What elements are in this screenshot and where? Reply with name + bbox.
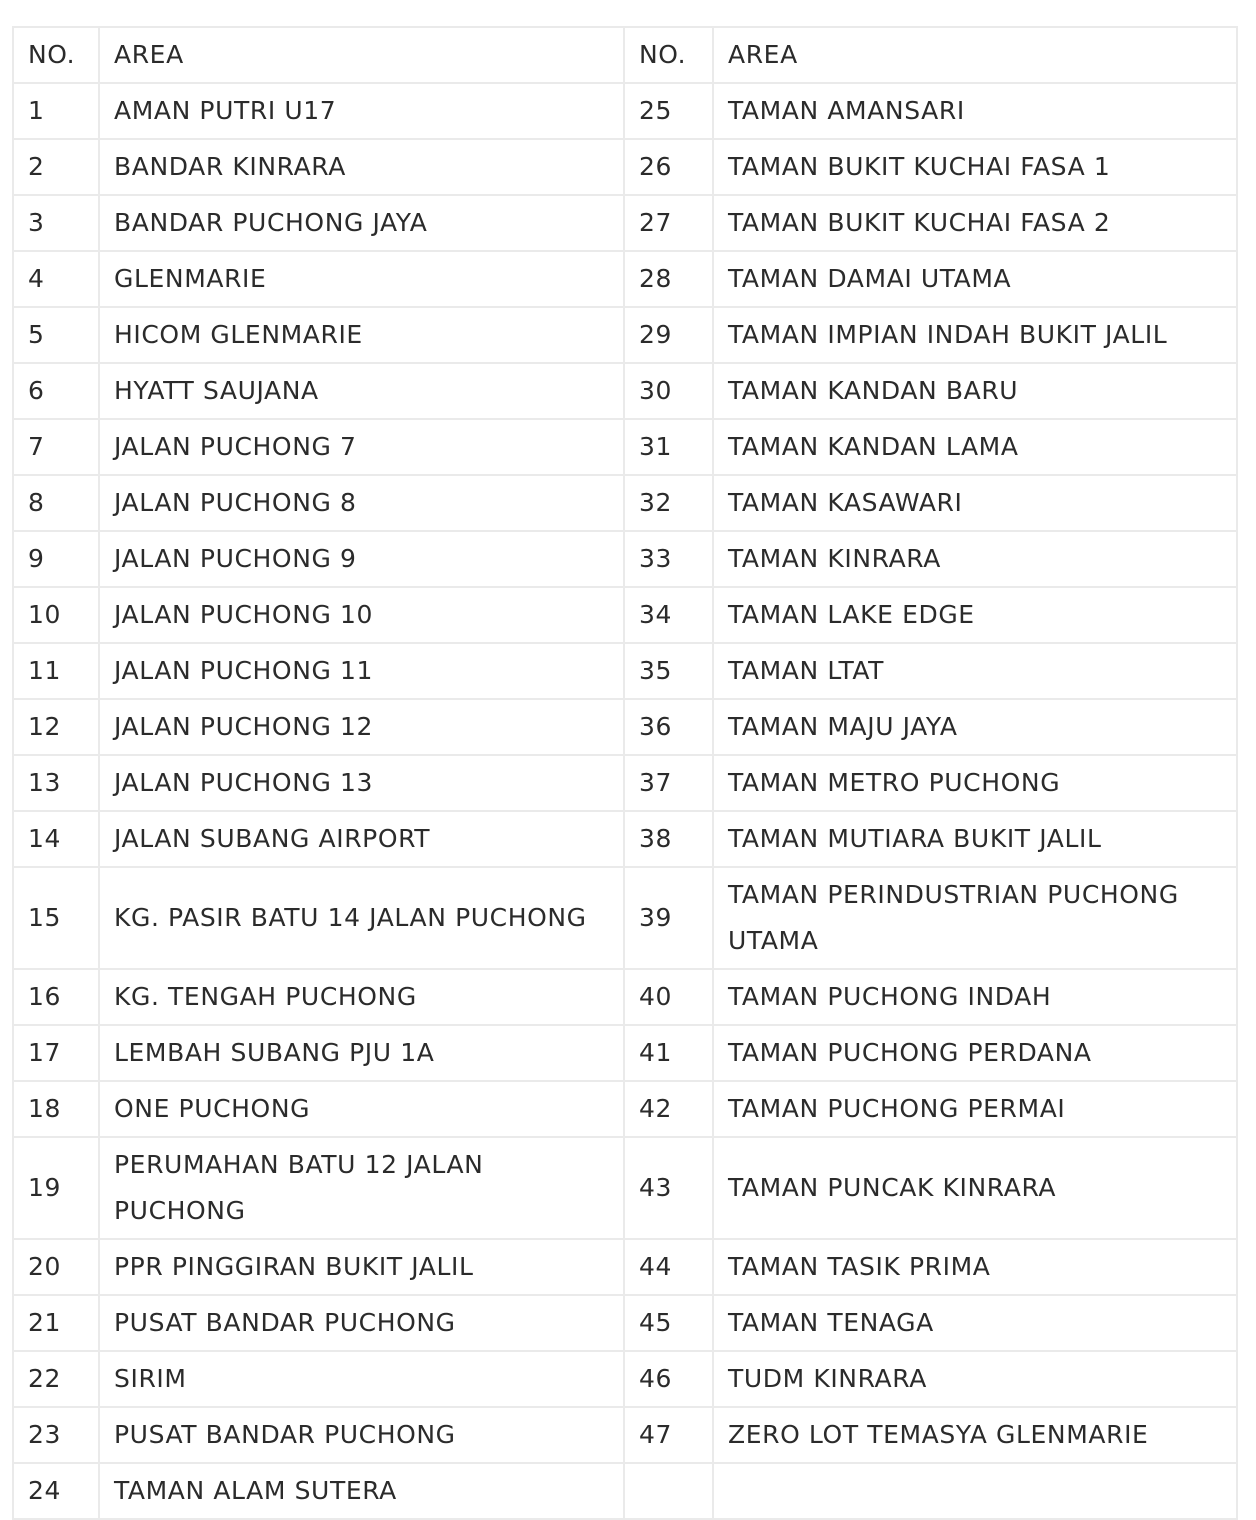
table-row [13,531,1237,587]
cell-area-left: PUSAT BANDAR PUCHONG [99,1295,624,1351]
cell-no-left: 17 [13,1025,99,1081]
cell-area-left: PERUMAHAN BATU 12 JALAN PUCHONG [99,1137,624,1239]
cell-area-left: PUSAT BANDAR PUCHONG [99,1407,624,1463]
cell-area-right: TAMAN PUCHONG PERMAI [713,1081,1237,1137]
cell-no-right: 27 [624,195,713,251]
table-header-row [13,27,1237,83]
cell-no-left: 5 [13,307,99,363]
cell-no-right: 32 [624,475,713,531]
cell-no-left: 2 [13,139,99,195]
table-row [13,1081,1237,1137]
cell-no-right [624,1463,713,1519]
cell-no-left: 23 [13,1407,99,1463]
cell-area-right: TAMAN BUKIT KUCHAI FASA 1 [713,139,1237,195]
cell-no-right: 42 [624,1081,713,1137]
cell-area-left: KG. TENGAH PUCHONG [99,969,624,1025]
cell-area-right: TAMAN PUCHONG INDAH [713,969,1237,1025]
cell-no-right: 34 [624,587,713,643]
cell-area-right: TAMAN TENAGA [713,1295,1237,1351]
cell-area-left: KG. PASIR BATU 14 JALAN PUCHONG [99,867,624,969]
cell-area-left: JALAN PUCHONG 7 [99,419,624,475]
cell-no-left: 4 [13,251,99,307]
table-row [13,251,1237,307]
cell-area-left: HICOM GLENMARIE [99,307,624,363]
cell-no-right: 46 [624,1351,713,1407]
table-row [13,587,1237,643]
cell-area-left: HYATT SAUJANA [99,363,624,419]
table-row [13,83,1237,139]
cell-area-right: TUDM KINRARA [713,1351,1237,1407]
cell-area-right: TAMAN PUCHONG PERDANA [713,1025,1237,1081]
cell-area-right: TAMAN KASAWARI [713,475,1237,531]
cell-no-left: 7 [13,419,99,475]
cell-area-left: JALAN PUCHONG 13 [99,755,624,811]
cell-no-right: 37 [624,755,713,811]
cell-no-left: 8 [13,475,99,531]
cell-area-right [713,1463,1237,1519]
cell-area-left: PPR PINGGIRAN BUKIT JALIL [99,1239,624,1295]
cell-area-right: TAMAN METRO PUCHONG [713,755,1237,811]
header-no-left: NO. [13,27,99,83]
table-row [13,643,1237,699]
cell-no-right: 47 [624,1407,713,1463]
cell-no-right: 44 [624,1239,713,1295]
table-row [13,139,1237,195]
cell-area-left: JALAN PUCHONG 10 [99,587,624,643]
cell-area-right: TAMAN MAJU JAYA [713,699,1237,755]
cell-area-right: ZERO LOT TEMASYA GLENMARIE [713,1407,1237,1463]
table-row [13,475,1237,531]
cell-area-left: GLENMARIE [99,251,624,307]
cell-no-right: 40 [624,969,713,1025]
cell-area-left: JALAN SUBANG AIRPORT [99,811,624,867]
table-row [13,1295,1237,1351]
cell-area-right: TAMAN IMPIAN INDAH BUKIT JALIL [713,307,1237,363]
cell-no-left: 14 [13,811,99,867]
cell-area-right: TAMAN BUKIT KUCHAI FASA 2 [713,195,1237,251]
cell-no-left: 21 [13,1295,99,1351]
cell-no-right: 26 [624,139,713,195]
cell-area-right: TAMAN KANDAN LAMA [713,419,1237,475]
cell-area-left: JALAN PUCHONG 9 [99,531,624,587]
cell-no-left: 16 [13,969,99,1025]
table-row [13,1239,1237,1295]
cell-area-right: TAMAN MUTIARA BUKIT JALIL [713,811,1237,867]
cell-no-right: 35 [624,643,713,699]
cell-no-right: 25 [624,83,713,139]
table-body [13,83,1237,1519]
cell-no-left: 10 [13,587,99,643]
table-row [13,1137,1237,1239]
cell-area-right: TAMAN LAKE EDGE [713,587,1237,643]
header-area-left: AREA [99,27,624,83]
cell-no-right: 39 [624,867,713,969]
cell-no-left: 6 [13,363,99,419]
table-row [13,1407,1237,1463]
cell-no-left: 11 [13,643,99,699]
cell-area-left: TAMAN ALAM SUTERA [99,1463,624,1519]
table-row [13,419,1237,475]
table-row [13,969,1237,1025]
cell-area-right: TAMAN AMANSARI [713,83,1237,139]
cell-no-right: 36 [624,699,713,755]
cell-no-right: 29 [624,307,713,363]
cell-area-right: TAMAN KINRARA [713,531,1237,587]
cell-no-right: 28 [624,251,713,307]
cell-no-right: 41 [624,1025,713,1081]
cell-no-left: 19 [13,1137,99,1239]
cell-area-right: TAMAN DAMAI UTAMA [713,251,1237,307]
cell-area-left: JALAN PUCHONG 12 [99,699,624,755]
cell-no-left: 13 [13,755,99,811]
table-row [13,195,1237,251]
cell-no-right: 30 [624,363,713,419]
cell-area-left: SIRIM [99,1351,624,1407]
table-row [13,811,1237,867]
cell-no-left: 22 [13,1351,99,1407]
table-row [13,699,1237,755]
cell-no-left: 24 [13,1463,99,1519]
cell-area-right: TAMAN TASIK PRIMA [713,1239,1237,1295]
cell-area-left: JALAN PUCHONG 8 [99,475,624,531]
cell-no-right: 31 [624,419,713,475]
table-row [13,363,1237,419]
cell-area-right: TAMAN KANDAN BARU [713,363,1237,419]
cell-no-left: 3 [13,195,99,251]
cell-no-right: 45 [624,1295,713,1351]
cell-no-left: 9 [13,531,99,587]
header-no-right: NO. [624,27,713,83]
cell-area-left: ONE PUCHONG [99,1081,624,1137]
cell-area-left: BANDAR KINRARA [99,139,624,195]
cell-no-left: 12 [13,699,99,755]
table-row [13,307,1237,363]
cell-no-left: 15 [13,867,99,969]
cell-area-left: LEMBAH SUBANG PJU 1A [99,1025,624,1081]
cell-no-right: 38 [624,811,713,867]
table-row [13,755,1237,811]
cell-no-left: 1 [13,83,99,139]
table-row [13,1463,1237,1519]
table-row [13,1351,1237,1407]
table-row [13,1025,1237,1081]
cell-no-left: 20 [13,1239,99,1295]
header-area-right: AREA [713,27,1237,83]
cell-area-left: JALAN PUCHONG 11 [99,643,624,699]
cell-area-left: BANDAR PUCHONG JAYA [99,195,624,251]
cell-area-right: TAMAN PERINDUSTRIAN PUCHONG UTAMA [713,867,1237,969]
cell-area-right: TAMAN PUNCAK KINRARA [713,1137,1237,1239]
area-table [12,26,1238,1520]
cell-area-right: TAMAN LTAT [713,643,1237,699]
cell-no-right: 43 [624,1137,713,1239]
cell-no-right: 33 [624,531,713,587]
area-table-wrapper [12,26,1236,1520]
cell-area-left: AMAN PUTRI U17 [99,83,624,139]
table-row [13,867,1237,969]
cell-no-left: 18 [13,1081,99,1137]
